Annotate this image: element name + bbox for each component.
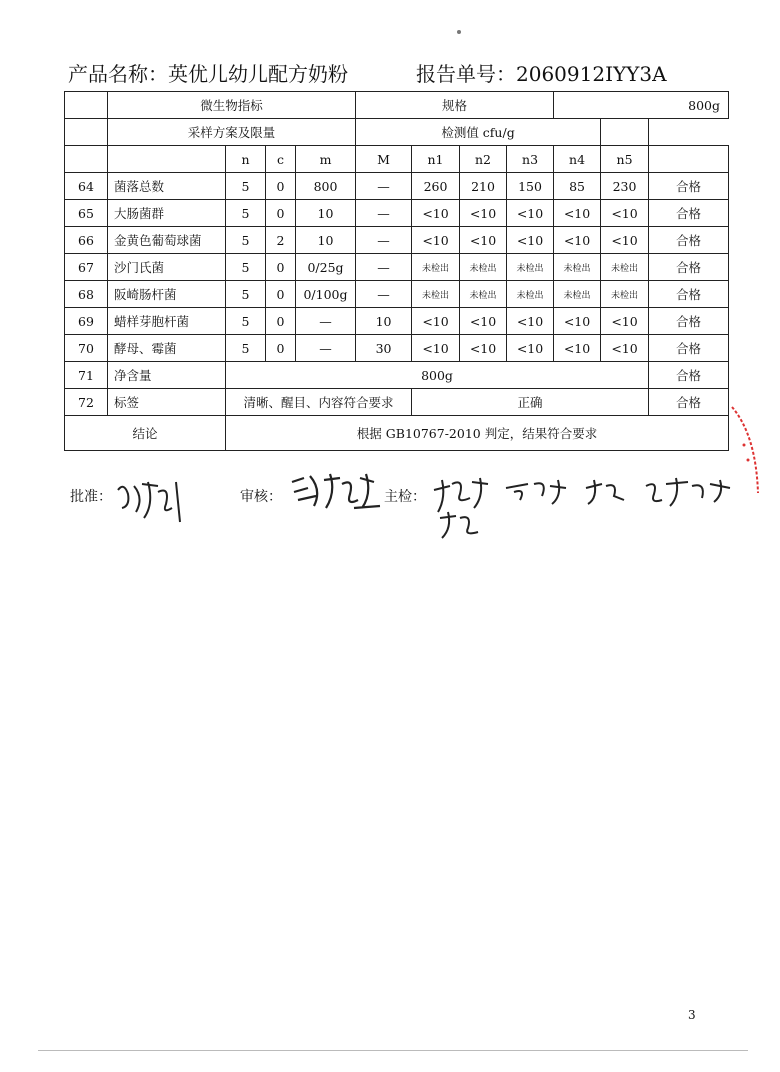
- table-row: [65, 335, 729, 362]
- measured-value: 210: [460, 173, 507, 200]
- measured-value: 未检出: [412, 281, 460, 308]
- inspector-label: 主检：: [384, 489, 426, 505]
- measured-value: 150: [507, 173, 554, 200]
- col-header: M: [356, 146, 412, 173]
- m-value: —: [296, 335, 356, 362]
- M-value: 10: [356, 308, 412, 335]
- col-header: n4: [554, 146, 601, 173]
- c-value: 0: [266, 254, 296, 281]
- m-value: 0/25g: [296, 254, 356, 281]
- item-name: 菌落总数: [108, 173, 226, 200]
- item-name: 沙门氏菌: [108, 254, 226, 281]
- measured-value: <10: [601, 227, 649, 254]
- result: 合格: [649, 389, 729, 416]
- measured-value: <10: [460, 308, 507, 335]
- M-value: —: [356, 173, 412, 200]
- measured-value: 230: [601, 173, 649, 200]
- net-content-value: 800g: [226, 362, 649, 389]
- row-number: 72: [65, 389, 108, 416]
- n-value: 5: [226, 227, 266, 254]
- review-label: 审核：: [240, 489, 282, 505]
- label-value: 正确: [412, 389, 649, 416]
- m-value: 10: [296, 227, 356, 254]
- m-value: 10: [296, 200, 356, 227]
- row-number: 67: [65, 254, 108, 281]
- c-value: 0: [266, 308, 296, 335]
- measured-value: <10: [554, 308, 601, 335]
- measured-value: <10: [554, 227, 601, 254]
- row-number: 71: [65, 362, 108, 389]
- measured-value: <10: [412, 335, 460, 362]
- product-name: 产品名称：英优儿幼儿配方奶粉: [68, 62, 348, 86]
- measured-value: <10: [507, 200, 554, 227]
- measured-value: <10: [507, 335, 554, 362]
- result: 合格: [649, 335, 729, 362]
- table-row: [65, 281, 729, 308]
- conclusion-label: 结论: [65, 416, 226, 451]
- M-value: —: [356, 281, 412, 308]
- table-row: [65, 254, 729, 281]
- M-value: —: [356, 227, 412, 254]
- col-header: n: [226, 146, 266, 173]
- measured-value: <10: [554, 200, 601, 227]
- item-name: 标签: [108, 389, 226, 416]
- c-value: 0: [266, 335, 296, 362]
- label-requirement: 清晰、醒目、内容符合要求: [226, 389, 412, 416]
- M-value: 30: [356, 335, 412, 362]
- measured-value: <10: [507, 227, 554, 254]
- item-name: 大肠菌群: [108, 200, 226, 227]
- measured-value: <10: [601, 308, 649, 335]
- row-number: 70: [65, 335, 108, 362]
- net-content-row: [65, 362, 729, 389]
- M-value: —: [356, 254, 412, 281]
- measured-value: <10: [507, 308, 554, 335]
- row-number: 64: [65, 173, 108, 200]
- row-number: 68: [65, 281, 108, 308]
- row-number: 69: [65, 308, 108, 335]
- micro-indicator-header: 微生物指标: [108, 92, 356, 119]
- item-name: 净含量: [108, 362, 226, 389]
- report-number: 报告单号：2060912IYY3A: [416, 62, 667, 86]
- conclusion-row: [65, 416, 729, 451]
- page-bottom-line: [38, 1050, 748, 1051]
- item-name: 酵母、霉菌: [108, 335, 226, 362]
- measured-value: <10: [460, 335, 507, 362]
- col-header: n2: [460, 146, 507, 173]
- m-value: 800: [296, 173, 356, 200]
- n-value: 5: [226, 281, 266, 308]
- item-name: 金黄色葡萄球菌: [108, 227, 226, 254]
- col-header: c: [266, 146, 296, 173]
- reviewer-signature: [288, 472, 384, 512]
- table-row: [65, 227, 729, 254]
- measured-value: <10: [460, 200, 507, 227]
- col-header: m: [296, 146, 356, 173]
- table-row: [65, 308, 729, 335]
- table-row: [65, 173, 729, 200]
- col-header: n3: [507, 146, 554, 173]
- measured-value: 未检出: [554, 254, 601, 281]
- data-rows: [65, 173, 729, 362]
- M-value: —: [356, 200, 412, 227]
- measured-value: <10: [601, 335, 649, 362]
- measured-value: 未检出: [554, 281, 601, 308]
- item-name: 蜡样芽胞杆菌: [108, 308, 226, 335]
- col-header: n5: [601, 146, 649, 173]
- row-number: 66: [65, 227, 108, 254]
- m-value: —: [296, 308, 356, 335]
- inspector-signatures: [430, 474, 740, 544]
- result: 合格: [649, 308, 729, 335]
- result: 合格: [649, 173, 729, 200]
- n-value: 5: [226, 254, 266, 281]
- measured-value: 未检出: [601, 281, 649, 308]
- measured-value: 260: [412, 173, 460, 200]
- measured-value: 未检出: [460, 281, 507, 308]
- measured-value: 85: [554, 173, 601, 200]
- measured-value: <10: [412, 227, 460, 254]
- microbiology-results-table: [64, 91, 729, 451]
- page-number: 3: [688, 1008, 696, 1022]
- approver-signature: [114, 478, 194, 524]
- result: 合格: [649, 281, 729, 308]
- row-number: 65: [65, 200, 108, 227]
- sampling-plan-header: 采样方案及限量: [108, 119, 356, 146]
- header-row-2: [65, 119, 729, 146]
- spec-header: 规格: [356, 92, 554, 119]
- result: 合格: [649, 227, 729, 254]
- result: 合格: [649, 362, 729, 389]
- conclusion-text: 根据 GB10767-2010 判定，结果符合要求: [226, 416, 729, 451]
- measured-value: 未检出: [460, 254, 507, 281]
- measured-value: <10: [412, 200, 460, 227]
- header-row-1: [65, 92, 729, 119]
- report-header: [68, 58, 728, 88]
- measured-value: 未检出: [507, 281, 554, 308]
- n-value: 5: [226, 200, 266, 227]
- result: 合格: [649, 200, 729, 227]
- col-header: n1: [412, 146, 460, 173]
- c-value: 2: [266, 227, 296, 254]
- c-value: 0: [266, 200, 296, 227]
- measured-value: 未检出: [507, 254, 554, 281]
- measured-value-header: 检测值 cfu/g: [356, 119, 601, 146]
- n-value: 5: [226, 173, 266, 200]
- item-name: 阪崎肠杆菌: [108, 281, 226, 308]
- c-value: 0: [266, 173, 296, 200]
- approve-label: 批准：: [70, 489, 112, 505]
- measured-value: <10: [554, 335, 601, 362]
- n-value: 5: [226, 335, 266, 362]
- table-row: [65, 200, 729, 227]
- scan-speck: [457, 30, 461, 34]
- header-row-3: [65, 146, 729, 173]
- label-row: [65, 389, 729, 416]
- spec-value: 800g: [554, 92, 729, 119]
- n-value: 5: [226, 308, 266, 335]
- measured-value: <10: [460, 227, 507, 254]
- m-value: 0/100g: [296, 281, 356, 308]
- measured-value: <10: [601, 200, 649, 227]
- measured-value: 未检出: [601, 254, 649, 281]
- signoff-section: [70, 478, 750, 548]
- result: 合格: [649, 254, 729, 281]
- measured-value: 未检出: [412, 254, 460, 281]
- c-value: 0: [266, 281, 296, 308]
- measured-value: <10: [412, 308, 460, 335]
